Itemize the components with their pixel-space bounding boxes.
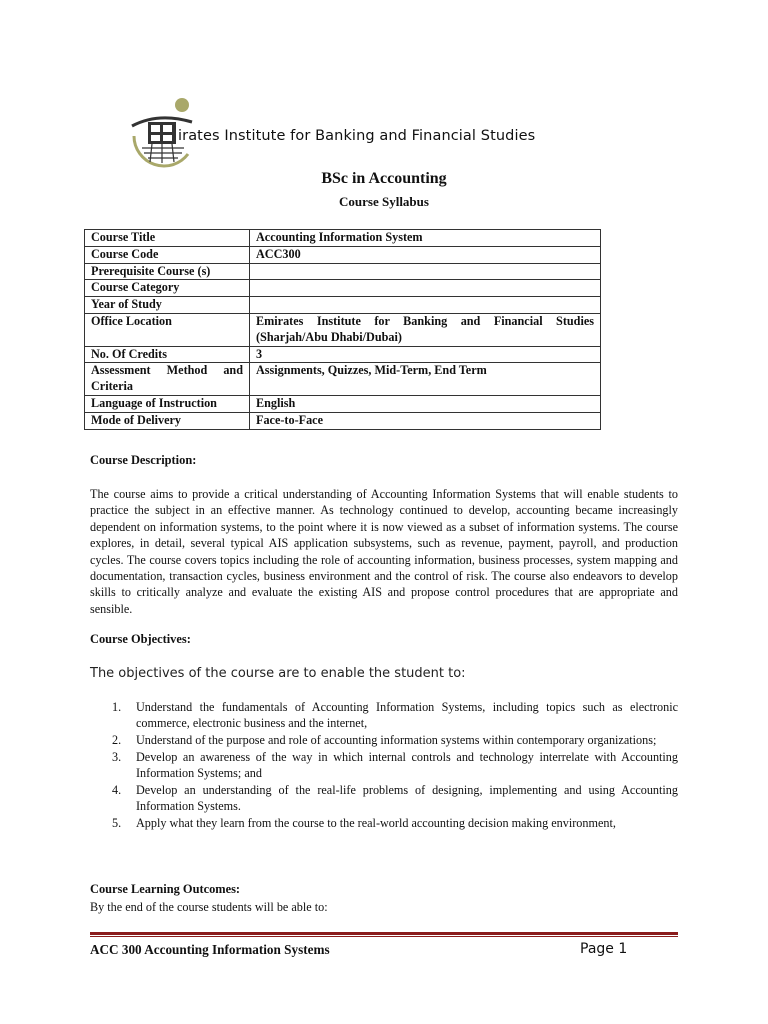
row-label: Year of Study (85, 297, 250, 314)
row-value (250, 297, 601, 314)
row-value: Accounting Information System (250, 230, 601, 247)
list-item (90, 782, 678, 814)
list-item-text: Understand of the purpose and role of accounting information systems within contemporary organizations; (136, 733, 657, 747)
row-label: Mode of Delivery (85, 412, 250, 429)
list-item-number: 2. (112, 733, 122, 747)
footer-rule-thin (90, 936, 678, 937)
list-item-text: Understand the fundamentals of Accounting Information Systems, including topics such as electronic commerce, electronic business and the internet, (136, 700, 678, 730)
list-item-number: 5. (112, 816, 122, 830)
row-label: No. Of Credits (85, 346, 250, 363)
objectives-list (90, 699, 678, 832)
row-value: English (250, 395, 601, 412)
program-title: BSc in Accounting (321, 170, 447, 187)
footer-rule (90, 932, 678, 935)
table-row (85, 395, 601, 412)
table-row (85, 230, 601, 247)
table-row (85, 313, 601, 346)
table-row (85, 346, 601, 363)
list-item (90, 815, 678, 831)
table-row (85, 263, 601, 280)
row-value: Face-to-Face (250, 412, 601, 429)
list-item (90, 732, 678, 748)
list-item-text: Develop an understanding of the real-life problems of designing, implementing and using Accounting Information Systems. (136, 783, 678, 813)
table-row (85, 412, 601, 429)
list-item-text: Develop an awareness of the way in which internal controls and technology interrelate with Accounting Information Systems; and (136, 750, 678, 780)
table-row (85, 363, 601, 396)
row-value: 3 (250, 346, 601, 363)
row-label: Office Location (85, 313, 250, 346)
row-value (250, 280, 601, 297)
table-row (85, 280, 601, 297)
document-title: Course Syllabus (339, 194, 429, 209)
list-item (90, 699, 678, 731)
row-value: Assignments, Quizzes, Mid-Term, End Term (250, 363, 601, 396)
learning-outcomes-text: By the end of the course students will be able to: (90, 900, 328, 914)
row-value: Emirates Institute for Banking and Financial Studies (Sharjah/Abu Dhabi/Dubai) (250, 313, 601, 346)
table-row (85, 297, 601, 314)
list-item-number: 4. (112, 783, 122, 797)
list-item-number: 3. (112, 750, 122, 764)
footer-course-name: ACC 300 Accounting Information Systems (90, 942, 330, 957)
learning-outcomes-heading: Course Learning Outcomes: (90, 882, 241, 896)
institute-name: irates Institute for Banking and Financial Studies (178, 128, 536, 144)
row-value: ACC300 (250, 246, 601, 263)
course-info-table (84, 229, 601, 430)
description-heading: Course Description: (90, 453, 197, 467)
table-row (85, 246, 601, 263)
row-label: Course Code (85, 246, 250, 263)
page-number: Page 1 (580, 941, 628, 957)
row-label: Assessment Method and Criteria (85, 363, 250, 396)
row-label: Prerequisite Course (s) (85, 263, 250, 280)
objectives-intro: The objectives of the course are to enable the student to: (90, 666, 466, 681)
row-label: Course Title (85, 230, 250, 247)
row-value (250, 263, 601, 280)
objectives-heading: Course Objectives: (90, 632, 191, 646)
list-item (90, 749, 678, 781)
description-text: The course aims to provide a critical understanding of Accounting Information Systems that will enable students to practice the subject in an effective manner. As technology continued to develop, accounting became increasingly dependent on information systems, to the point where it is now viewed as a subset of information systems. The course explores, in detail, several typical AIS application subsystems, such as revenue, payment, payroll, and production cycles. The course covers topics including the role of accounting information, business processes, system mapping and documentation, transaction cycles, business environment and the control of risk. The course also endeavors to develop skills to critically analyze and evaluate the existing AIS and propose control procedures that are appropriate and sensible. (90, 487, 678, 616)
row-label: Course Category (85, 280, 250, 297)
list-item-number: 1. (112, 700, 122, 714)
list-item-text: Apply what they learn from the course to the real-world accounting decision making environment, (136, 816, 616, 830)
row-label: Language of Instruction (85, 395, 250, 412)
